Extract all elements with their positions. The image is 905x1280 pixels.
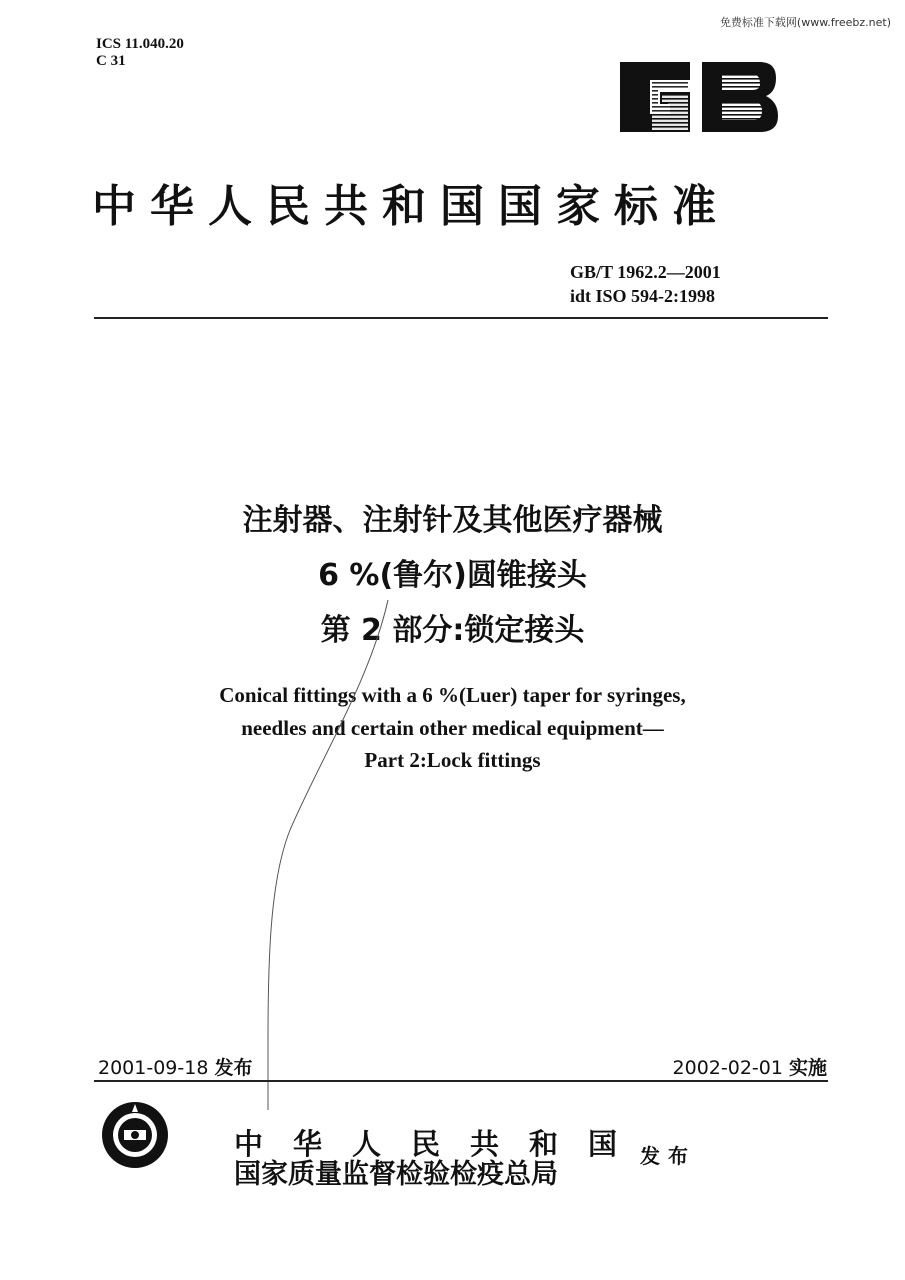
bottom-divider [94, 1080, 828, 1082]
ccs-code: C 31 [96, 53, 126, 69]
issue-label: 发布 [214, 1057, 253, 1079]
title-en-line2: needles and certain other medical equipment— [241, 716, 664, 740]
publisher-line1: 中华人民共和国 [234, 1127, 648, 1161]
national-emblem-icon [100, 1100, 170, 1170]
implement-date-block [673, 1053, 827, 1080]
issue-date-block [98, 1053, 252, 1080]
top-divider [94, 317, 828, 319]
standard-codes [570, 260, 721, 308]
publisher-line2: 国家质量监督检验检疫总局 [234, 1159, 558, 1190]
title-zh-line2: 6 %(鲁尔)圆锥接头 [318, 558, 587, 593]
watermark-text: 免费标准下载网(www.freebz.net) [719, 16, 891, 29]
implement-date: 2002-02-01 [672, 1057, 783, 1079]
title-zh-line1: 注射器、注射针及其他医疗器械 [242, 503, 663, 538]
equivalence-note: idt ISO 594-2:1998 [570, 286, 716, 306]
issue-date: 2001-09-18 [98, 1057, 209, 1079]
classification-codes [96, 36, 184, 70]
publisher-verb: 发布 [640, 1144, 696, 1168]
title-zh-line3: 第 2 部分:锁定接头 [320, 613, 585, 648]
title-en-line1: Conical fittings with a 6 %(Luer) taper for syringes, [219, 683, 686, 707]
ics-code: ICS 11.040.20 [96, 36, 184, 52]
implement-label: 实施 [788, 1057, 827, 1079]
national-standard-title: 中华人民共和国国家标准 [92, 181, 730, 232]
title-en-line3: Part 2:Lock fittings [364, 748, 541, 772]
gb-logo [612, 58, 782, 136]
standard-number: GB/T 1962.2—2001 [570, 262, 721, 282]
